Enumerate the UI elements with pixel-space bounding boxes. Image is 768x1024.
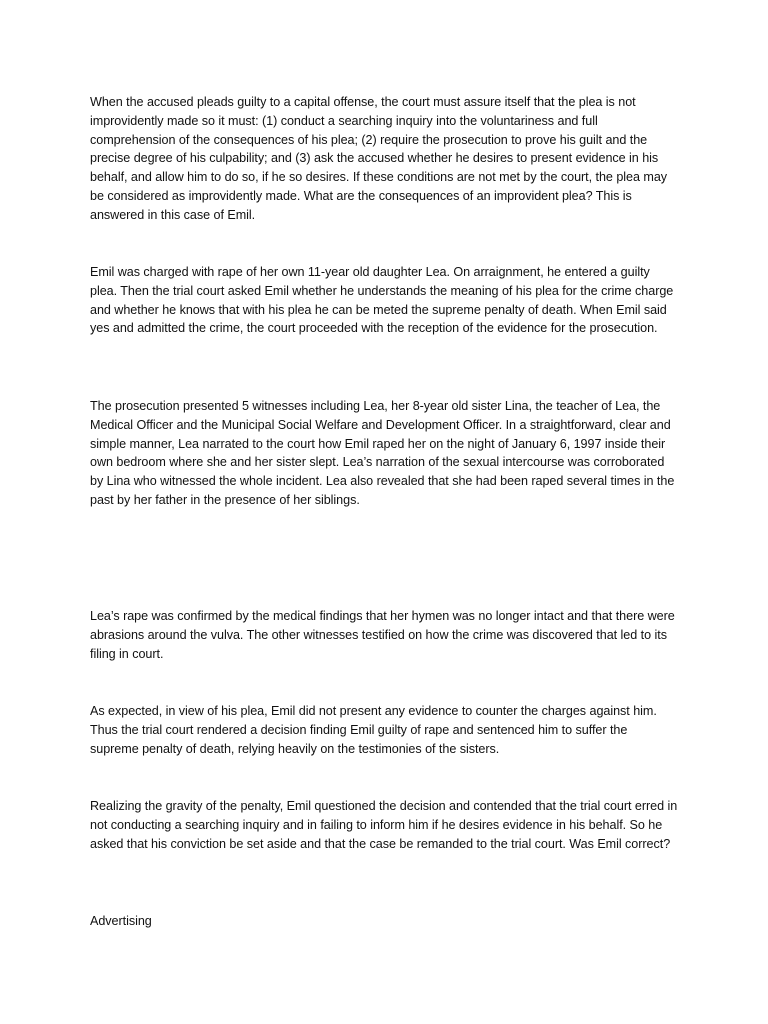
paragraph-prosecution-witnesses: The prosecution presented 5 witnesses including Lea, her 8-year old sister Lina, the teacher of Lea, the Medical Officer and the Municipal Social Welfare and Development Officer. In a straightforward, clear and simple manner, Lea narrated to the court how Emil raped her on the night of January 6, 1997 inside their own bedroom where she and her sister slept. Lea’s narration of the sexual intercourse was corroborated by Lina who witnessed the whole incident. Lea also revealed that she had been raped several times in the past by her father in the presence of her siblings.	[90, 399, 675, 507]
advertising-label: Advertising	[90, 914, 152, 928]
paragraph-trial-decision: As expected, in view of his plea, Emil did not present any evidence to counter the charges against him. Thus the trial court rendered a decision finding Emil guilty of rape and sentenced him to suffer the supreme penalty of death, relying heavily on the testimonies of the sisters.	[90, 704, 657, 756]
paragraph-medical-findings: Lea’s rape was confirmed by the medical findings that her hymen was no longer intact and that there were abrasions around the vulva. The other witnesses testified on how the crime was discovered that led to its filing in court.	[90, 609, 675, 661]
paragraph-charge-and-arraignment: Emil was charged with rape of her own 11-year old daughter Lea. On arraignment, he entered a guilty plea. Then the trial court asked Emil whether he understands the meaning of his plea for the crime charge and whether he knows that with his plea he can be meted the supreme penalty of death. When Emil said yes and admitted the crime, the court proceeded with the reception of the evidence for the prosecution.	[90, 265, 674, 336]
paragraph-improvident-plea-intro: When the accused pleads guilty to a capital offense, the court must assure itself that the plea is not improvidently made so it must: (1) conduct a searching inquiry into the voluntariness and full comprehension of the consequences of his plea; (2) require the prosecution to prove his guilt and the precise degree of his culpability; and (3) ask the accused whether he desires to present evidence in his behalf, and allow him to do so, if he so desires. If these conditions are not met by the court, the plea may be considered as improvidently made. What are the consequences of an improvident plea? This is answered in this case of Emil.	[90, 95, 668, 222]
paragraph-appeal-question: Realizing the gravity of the penalty, Emil questioned the decision and contended that the trial court erred in not conducting a searching inquiry and in failing to inform him if he desires evidence in his behalf. So he asked that his conviction be set aside and that the case be remanded to the trial court. Was Emil correct?	[90, 799, 678, 851]
